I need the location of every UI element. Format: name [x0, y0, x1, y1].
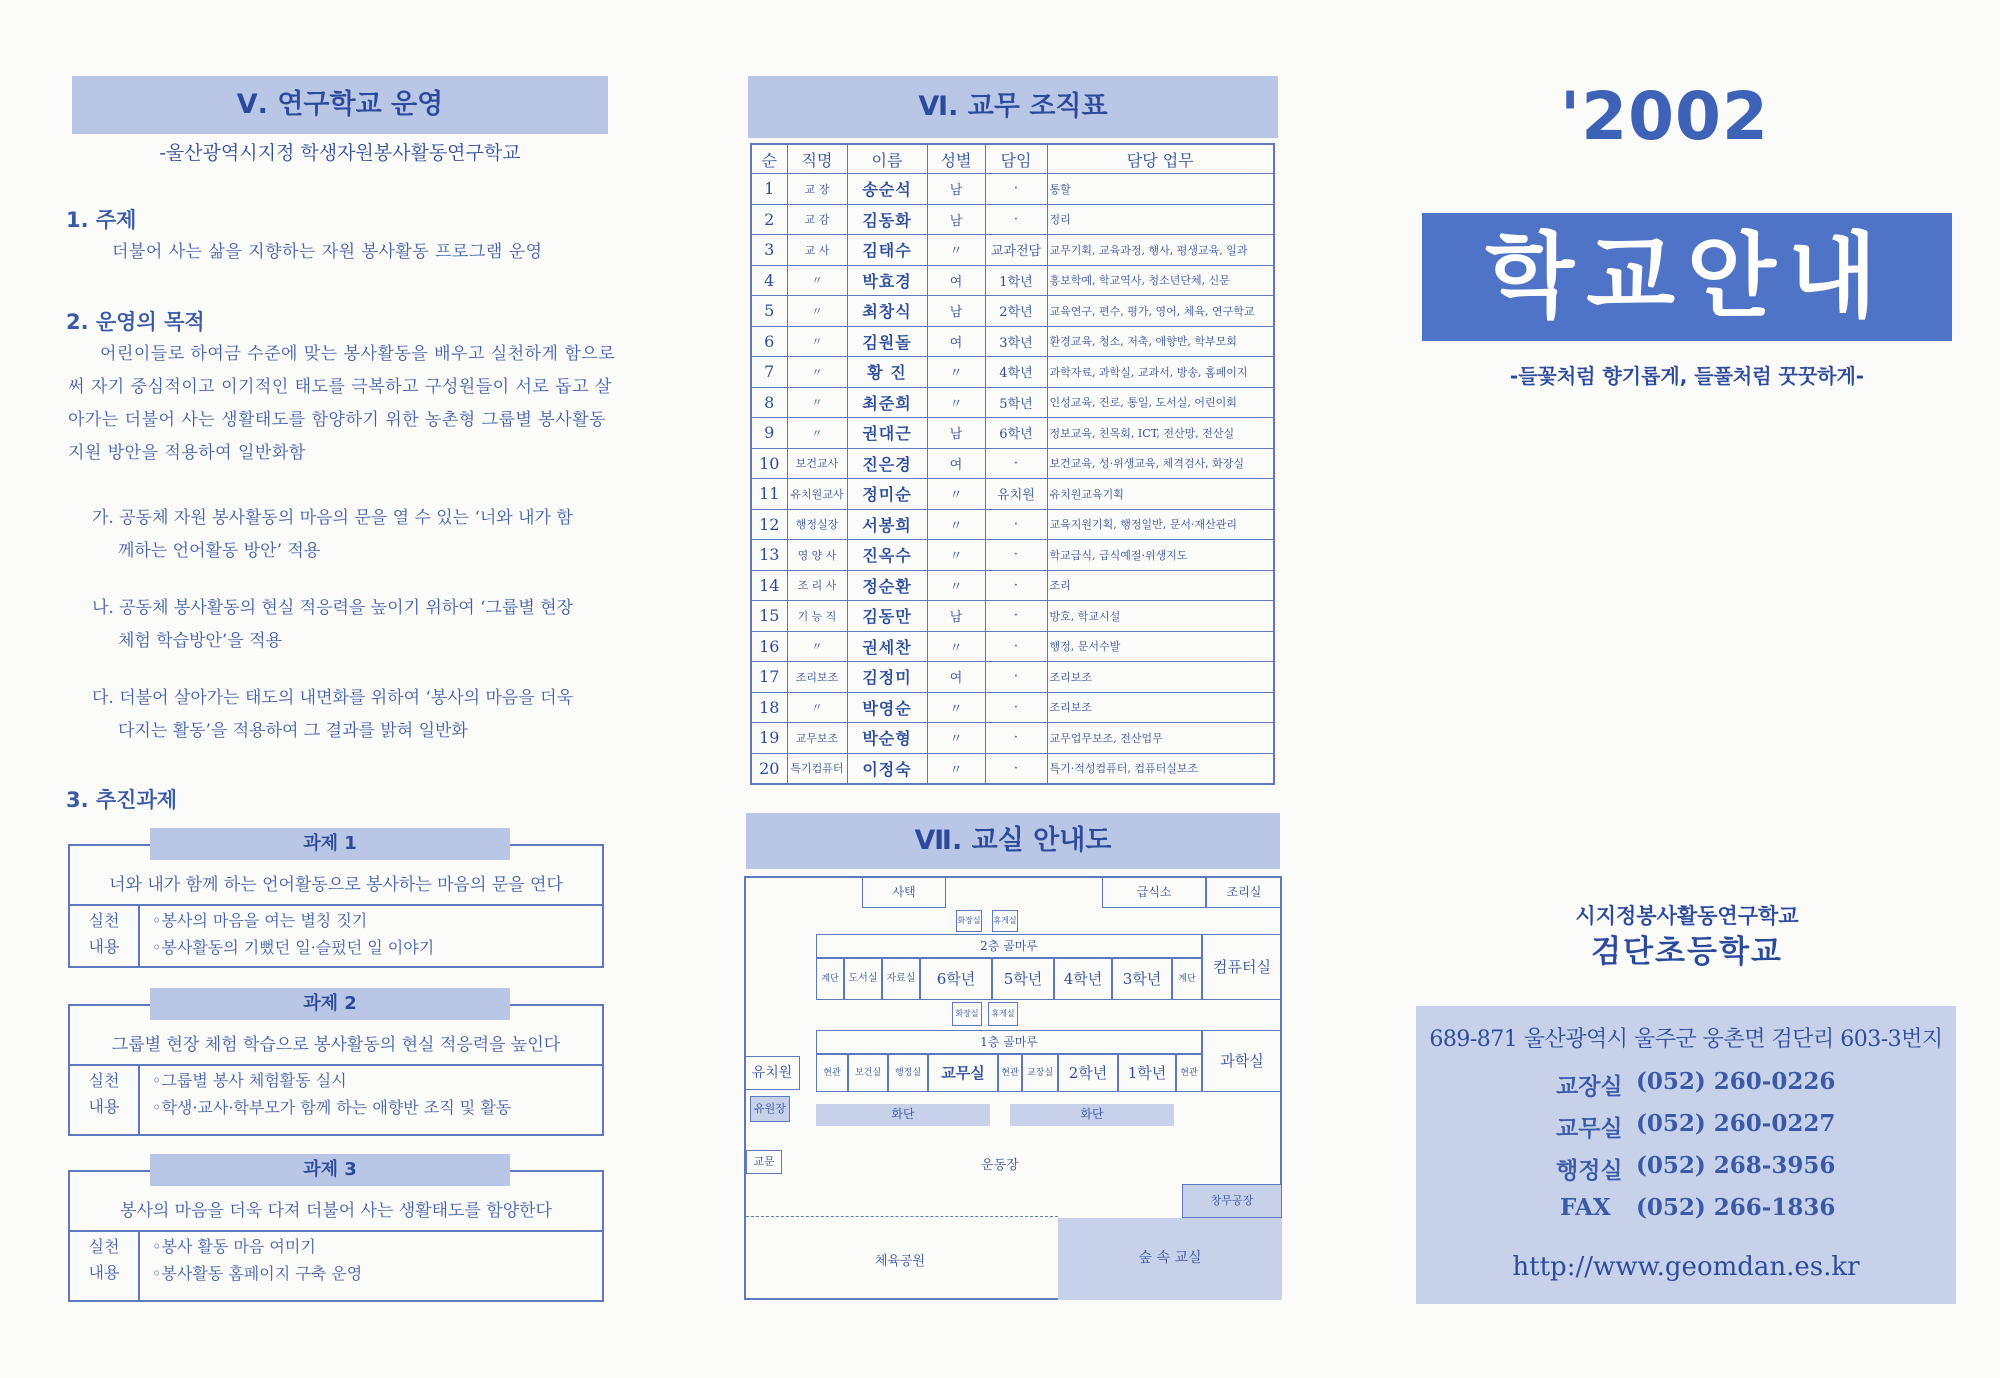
position: 〃: [787, 418, 847, 449]
item-ga-line-1: 가. 공동체 자원 봉사활동의 마음의 문을 열 수 있는 ‘너와 내가 함: [92, 508, 573, 528]
table-row: [751, 509, 1274, 540]
school-designation: 시지정봉사활동연구학교: [1575, 904, 1799, 928]
row-number: 10: [751, 448, 787, 479]
row-number: 8: [751, 387, 787, 418]
task-content: ◦봉사 활동 마음 여미기 ◦봉사활동 홈페이지 구축 운영: [152, 1237, 363, 1283]
row-number: 16: [751, 631, 787, 662]
row-number: 14: [751, 570, 787, 601]
staff-name: 김동만: [847, 601, 927, 632]
staff-name: 박효경: [847, 265, 927, 296]
item-na-line-2: 체험 학습방안’을 적용: [118, 631, 283, 651]
position: 〃: [787, 387, 847, 418]
room-entrance-c: 현관: [1176, 1054, 1202, 1092]
homeroom: ·: [985, 723, 1047, 754]
room-teachers: 교무실: [928, 1054, 998, 1092]
contact-label-principal: 교장실: [1556, 1073, 1623, 1100]
homeroom: ·: [985, 448, 1047, 479]
staff-name: 최준희: [847, 387, 927, 418]
row-number: 17: [751, 662, 787, 693]
homeroom: ·: [985, 601, 1047, 632]
homeroom: ·: [985, 509, 1047, 540]
row-number: 13: [751, 540, 787, 571]
year-label: '2002: [1560, 78, 1769, 155]
row-number: 1: [751, 174, 787, 205]
table-row: [751, 326, 1274, 357]
gender: 〃: [927, 479, 985, 510]
duties: 행정, 문서수발: [1047, 631, 1274, 662]
gender: 남: [927, 418, 985, 449]
row-number: 5: [751, 296, 787, 327]
website-link[interactable]: http://www.geomdan.es.kr: [1512, 1252, 1860, 1282]
gym-park-label: 체육공원: [874, 1254, 926, 1269]
gender: 여: [927, 448, 985, 479]
homeroom: 6학년: [985, 418, 1047, 449]
position: 영 양 사: [787, 540, 847, 571]
row-number: 3: [751, 235, 787, 266]
purpose-line-1: 어린이들로 하여금 수준에 맞는 봉사활동을 배우고 실천하게 함으로: [100, 344, 616, 364]
school-name: 검단초등학교: [1591, 934, 1783, 970]
flowerbed-b: 화단: [1010, 1104, 1174, 1126]
purpose-line-3: 아가는 더불어 사는 생활태도를 함양하기 위한 농촌형 그룹별 봉사활동: [68, 410, 606, 430]
contact-label-teachers: 교무실: [1556, 1115, 1623, 1142]
table-row: [751, 357, 1274, 388]
purpose-line-4: 지원 방안을 적용하여 일반화함: [68, 443, 306, 463]
position: 〃: [787, 265, 847, 296]
position: 〃: [787, 296, 847, 327]
contact-number-teachers[interactable]: (052) 260-0227: [1636, 1110, 1836, 1137]
room-lounge-1f: 휴게실: [988, 1002, 1018, 1026]
position: 〃: [787, 631, 847, 662]
room-admin: 행정실: [888, 1054, 928, 1092]
task-goal: 너와 내가 함께 하는 언어활동으로 봉사하는 마음의 문을 연다: [109, 875, 563, 895]
staff-name: 권세찬: [847, 631, 927, 662]
homeroom: 교과전담: [985, 235, 1047, 266]
staff-name: 서봉희: [847, 509, 927, 540]
slogan: -들꽃처럼 향기롭게, 들풀처럼 꿋꿋하게-: [1509, 364, 1865, 388]
gender: 〃: [927, 753, 985, 784]
task-box-1: [68, 833, 604, 968]
table-row: [751, 540, 1274, 571]
staff-name: 권대근: [847, 418, 927, 449]
room-principal: 교장실: [1022, 1054, 1058, 1092]
room-grade1: 1학년: [1118, 1054, 1176, 1092]
row-number: 4: [751, 265, 787, 296]
tasks-heading: 3. 추진과제: [66, 788, 178, 812]
gender: 여: [927, 326, 985, 357]
duties: 통할: [1047, 174, 1274, 205]
col-header: 순: [751, 144, 787, 174]
topic-heading: 1. 주제: [66, 208, 137, 232]
item-na-line-1: 나. 공동체 봉사활동의 현실 적응력을 높이기 위하여 ‘그룹별 현장: [92, 598, 574, 618]
position: 행정실장: [787, 509, 847, 540]
hallway-1f: 1층 골마루: [816, 1030, 1202, 1054]
homeroom: ·: [985, 540, 1047, 571]
position: 조리보조: [787, 662, 847, 693]
room-science: 과학실: [1202, 1030, 1282, 1092]
school-guide-title: 학교안내: [1485, 223, 1889, 330]
table-row: [751, 448, 1274, 479]
room-grade3: 3학년: [1112, 958, 1172, 1000]
table-row: [751, 235, 1274, 266]
room-health: 보건실: [848, 1054, 888, 1092]
contact-number-fax[interactable]: (052) 266-1836: [1636, 1194, 1836, 1221]
staff-name: 정미순: [847, 479, 927, 510]
task-label: 과제 2: [150, 988, 510, 1020]
staff-name: 김동화: [847, 204, 927, 235]
gender: 〃: [927, 509, 985, 540]
table-row: [751, 631, 1274, 662]
staff-name: 최창식: [847, 296, 927, 327]
gender: 〃: [927, 631, 985, 662]
row-number: 20: [751, 753, 787, 784]
duties: 조리보조: [1047, 692, 1274, 723]
item-da-line-2: 다지는 활동’을 적용하여 그 결과를 밝혀 일반화: [118, 721, 468, 741]
row-number: 11: [751, 479, 787, 510]
gender: 〃: [927, 570, 985, 601]
staff-name: 박영순: [847, 692, 927, 723]
room-entrance-a: 현관: [816, 1054, 848, 1092]
room-kinder-yard: 유원장: [750, 1096, 790, 1122]
staff-name: 김정미: [847, 662, 927, 693]
storage-area: 창무공장: [1182, 1184, 1282, 1218]
table-header-row: [751, 144, 1274, 174]
staff-name: 황 진: [847, 357, 927, 388]
duties: 조리보조: [1047, 662, 1274, 693]
room-lounge-2f: 휴게실: [992, 910, 1018, 932]
room-jorisil: 조리실: [1206, 876, 1282, 908]
room-stairs-2f-a: 계단: [816, 958, 844, 1000]
section-5-subtitle: -울산광역시지정 학생자원봉사활동연구학교: [159, 142, 521, 164]
homeroom: 4학년: [985, 357, 1047, 388]
staff-name: 진옥수: [847, 540, 927, 571]
address: 689-871 울산광역시 울주군 웅촌면 검단리 603-3번지: [1429, 1027, 1943, 1052]
task-label: 과제 3: [150, 1154, 510, 1186]
gender: 여: [927, 662, 985, 693]
table-row: [751, 662, 1274, 693]
duties: 정리: [1047, 204, 1274, 235]
homeroom: ·: [985, 753, 1047, 784]
staff-name: 진은경: [847, 448, 927, 479]
position: 유치원교사: [787, 479, 847, 510]
homeroom: ·: [985, 692, 1047, 723]
room-stairs-2f-b: 계단: [1172, 958, 1202, 1000]
task-side-label: 실천 내용: [70, 904, 140, 966]
staff-name: 김태수: [847, 235, 927, 266]
item-da-line-1: 다. 더불어 살아가는 태도의 내면화를 위하여 ‘봉사의 마음을 더욱: [92, 688, 574, 708]
position: 〃: [787, 326, 847, 357]
col-header: 직명: [787, 144, 847, 174]
gender: 남: [927, 601, 985, 632]
table-row: [751, 601, 1274, 632]
task-content: ◦봉사의 마음을 여는 별칭 짓기 ◦봉사활동의 기뻤던 일·슬펐던 일 이야기: [152, 911, 435, 957]
table-row: [751, 692, 1274, 723]
duties: 환경교육, 청소, 저축, 애향반, 학부모회: [1047, 326, 1274, 357]
table-row: [751, 418, 1274, 449]
duties: 정보교육, 친목회, ICT, 전산망, 전산실: [1047, 418, 1274, 449]
room-computer: 컴퓨터실: [1202, 934, 1282, 1000]
gender: 〃: [927, 235, 985, 266]
homeroom: ·: [985, 631, 1047, 662]
topic-text: 더불어 사는 삶을 지향하는 자원 봉사활동 프로그램 운영: [112, 242, 543, 262]
task-side-label: 실천 내용: [70, 1230, 140, 1300]
position: 조 리 사: [787, 570, 847, 601]
staff-name: 송순석: [847, 174, 927, 205]
section-6-title: Ⅵ. 교무 조직표: [748, 76, 1278, 138]
homeroom: ·: [985, 570, 1047, 601]
staff-name: 정순환: [847, 570, 927, 601]
duties: 학교급식, 급식예절·위생지도: [1047, 540, 1274, 571]
duties: 교육연구, 편수, 평가, 영어, 체육, 연구학교: [1047, 296, 1274, 327]
position: 〃: [787, 692, 847, 723]
gender: 〃: [927, 357, 985, 388]
room-restroom-1f: 화장실: [952, 1002, 982, 1026]
table-row: [751, 174, 1274, 205]
task-goal: 봉사의 마음을 더욱 다져 더불어 사는 생활태도를 함양한다: [120, 1201, 552, 1221]
staff-table: [750, 143, 1275, 785]
table-row: [751, 265, 1274, 296]
table-row: [751, 296, 1274, 327]
gender: 〃: [927, 387, 985, 418]
room-kindergarten: 유치원: [744, 1056, 800, 1090]
task-side-label: 실천 내용: [70, 1064, 140, 1134]
purpose-line-2: 써 자기 중심적이고 이기적인 태도를 극복하고 구성원들이 서로 돕고 살: [68, 377, 612, 397]
section-5-title: Ⅴ. 연구학교 운영: [72, 76, 608, 134]
col-header: 이름: [847, 144, 927, 174]
gender: 〃: [927, 692, 985, 723]
task-content: ◦그룹별 봉사 체험활동 실시 ◦학생·교사·학부모가 함께 하는 애향반 조직 및 활동: [152, 1071, 512, 1117]
room-grade4: 4학년: [1054, 958, 1112, 1000]
homeroom: ·: [985, 204, 1047, 235]
homeroom: ·: [985, 662, 1047, 693]
duties: 보건교육, 성·위생교육, 체격검사, 화장실: [1047, 448, 1274, 479]
homeroom: 5학년: [985, 387, 1047, 418]
table-row: [751, 570, 1274, 601]
position: 교 사: [787, 235, 847, 266]
col-header: 담임: [985, 144, 1047, 174]
position: 교무보조: [787, 723, 847, 754]
duties: 홍보학예, 학교역사, 청소년단체, 신문: [1047, 265, 1274, 296]
row-number: 6: [751, 326, 787, 357]
homeroom: 유치원: [985, 479, 1047, 510]
row-number: 12: [751, 509, 787, 540]
room-library: 도서실: [844, 958, 882, 1000]
duties: 교육지원기획, 행정일반, 문서·재산관리: [1047, 509, 1274, 540]
room-grade5: 5학년: [992, 958, 1054, 1000]
position: 교 감: [787, 204, 847, 235]
row-number: 19: [751, 723, 787, 754]
position: 〃: [787, 357, 847, 388]
position: 특기컴퓨터: [787, 753, 847, 784]
row-number: 15: [751, 601, 787, 632]
duties: 인성교육, 진로, 통일, 도서실, 어린이회: [1047, 387, 1274, 418]
contact-number-admin[interactable]: (052) 268-3956: [1636, 1152, 1836, 1179]
gender: 〃: [927, 723, 985, 754]
position: 보건교사: [787, 448, 847, 479]
gender: 남: [927, 174, 985, 205]
contact-number-principal[interactable]: (052) 260-0226: [1636, 1068, 1836, 1095]
task-label: 과제 1: [150, 828, 510, 860]
duties: 유치원교육기획: [1047, 479, 1274, 510]
table-row: [751, 204, 1274, 235]
room-restroom-2f: 화장실: [956, 910, 982, 932]
homeroom: 1학년: [985, 265, 1047, 296]
task-goal: 그룹별 현장 체험 학습으로 봉사활동의 현실 적응력을 높인다: [111, 1035, 561, 1055]
table-row: [751, 387, 1274, 418]
duties: 교무업무보조, 전산업무: [1047, 723, 1274, 754]
flowerbed-a: 화단: [816, 1104, 990, 1126]
position: 기 능 직: [787, 601, 847, 632]
duties: 교무기획, 교육과정, 행사, 평생교육, 일과: [1047, 235, 1274, 266]
homeroom: ·: [985, 174, 1047, 205]
duties: 특기·적성컴퓨터, 컴퓨터실보조: [1047, 753, 1274, 784]
duties: 조리: [1047, 570, 1274, 601]
row-number: 2: [751, 204, 787, 235]
position: 교 장: [787, 174, 847, 205]
room-geupsikso: 급식소: [1102, 876, 1206, 908]
task-box-2: [68, 993, 604, 1136]
row-number: 9: [751, 418, 787, 449]
school-gate: 교문: [746, 1150, 782, 1174]
purpose-heading: 2. 운영의 목적: [66, 310, 205, 334]
table-row: [751, 753, 1274, 784]
table-row: [751, 723, 1274, 754]
forest-classroom: 숲 속 교실: [1058, 1218, 1282, 1300]
room-grade2: 2학년: [1058, 1054, 1118, 1092]
col-header: 성별: [927, 144, 985, 174]
room-entrance-b: 현관: [998, 1054, 1022, 1092]
room-grade6: 6학년: [920, 958, 992, 1000]
col-header: 담당 업무: [1047, 144, 1274, 174]
gender: 남: [927, 204, 985, 235]
room-resource: 자료실: [882, 958, 920, 1000]
contact-label-admin: 행정실: [1556, 1157, 1623, 1184]
staff-name: 박순형: [847, 723, 927, 754]
duties: 방호, 학교시설: [1047, 601, 1274, 632]
homeroom: 2학년: [985, 296, 1047, 327]
row-number: 7: [751, 357, 787, 388]
duties: 과학자료, 과학실, 교과서, 방송, 홈페이지: [1047, 357, 1274, 388]
table-row: [751, 479, 1274, 510]
hallway-2f: 2층 골마루: [816, 934, 1202, 958]
room-sataek: 사택: [862, 876, 946, 908]
contact-label-fax: FAX: [1560, 1194, 1611, 1221]
staff-name: 이정숙: [847, 753, 927, 784]
item-ga-line-2: 께하는 언어활동 방안’ 적용: [118, 541, 321, 561]
section-7-title: Ⅶ. 교실 안내도: [746, 813, 1280, 869]
gender: 여: [927, 265, 985, 296]
staff-name: 김원돌: [847, 326, 927, 357]
gender: 남: [927, 296, 985, 327]
gender: 〃: [927, 540, 985, 571]
gym-boundary: [746, 1216, 1058, 1217]
playground-label: 운동장: [981, 1158, 1019, 1173]
homeroom: 3학년: [985, 326, 1047, 357]
task-box-3: [68, 1159, 604, 1302]
row-number: 18: [751, 692, 787, 723]
